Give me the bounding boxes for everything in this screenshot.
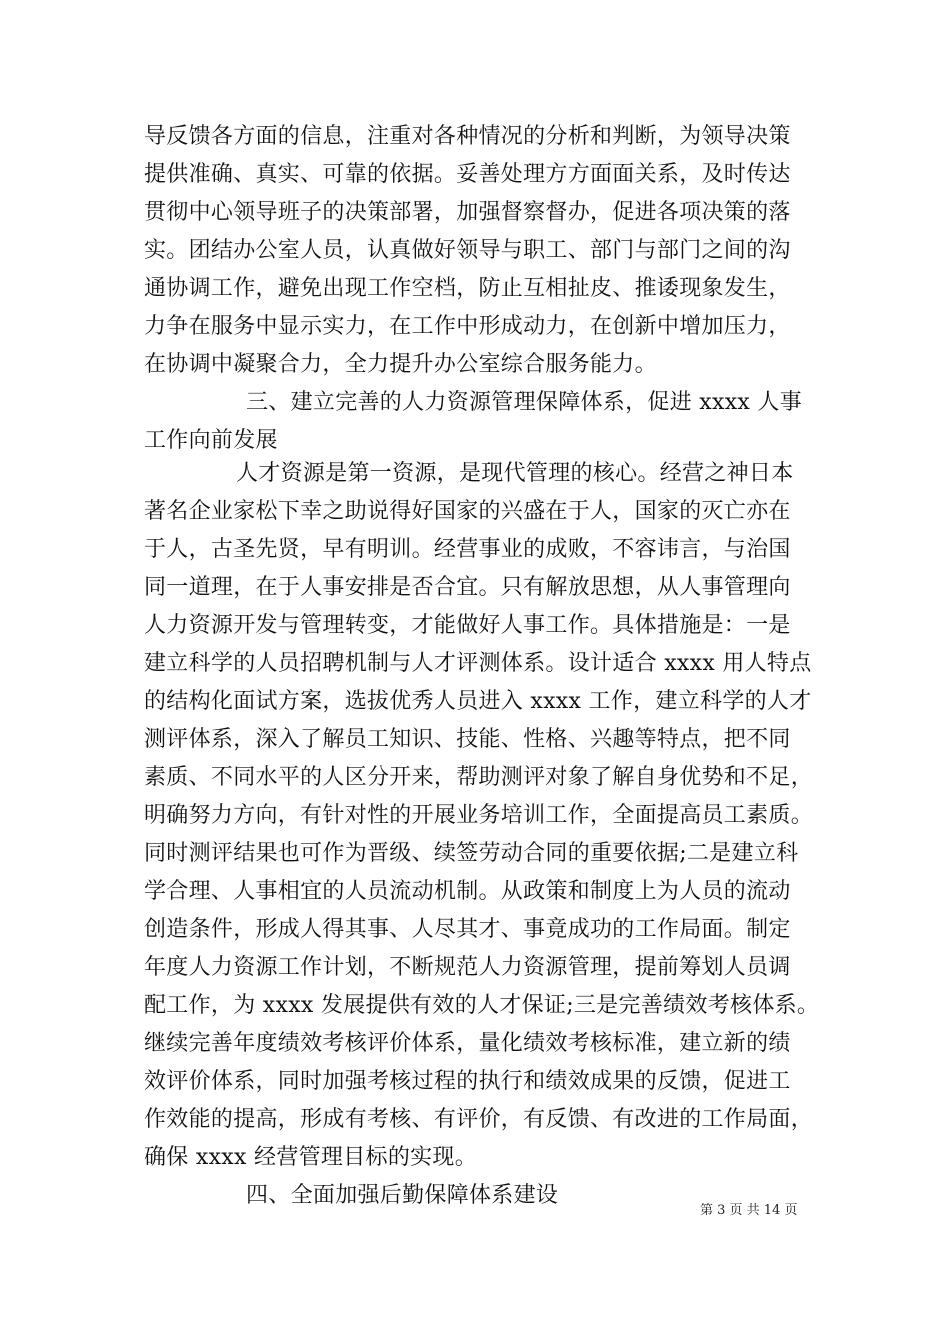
text-line: 作效能的提高，形成有考核、有评价，有反馈、有改进的工作局面， — [144, 1107, 814, 1132]
text-line: 力争在服务中显示实力，在工作中形成动力，在创新中增加压力， — [144, 314, 791, 339]
text-line: 实。团结办公室人员，认真做好领导与职工、部门与部门之间的沟 — [144, 238, 791, 263]
paragraph-first-line: 人才资源是第一资源，是现代管理的核心。经营之神日本 — [236, 461, 794, 486]
text-line: 学合理、人事相宜的人员流动机制。从政策和制度上为人员的流动 — [144, 879, 791, 904]
text-line: 继续完善年度绩效考核评价体系，量化绩效考核标准，建立新的绩 — [144, 1031, 791, 1056]
text-line: 明确努力方向，有针对性的开展业务培训工作，全面提高员工素质。 — [144, 803, 814, 828]
text-line: 人力资源开发与管理转变，才能做好人事工作。具体措施是：一是 — [144, 613, 791, 638]
text-line: 提供准确、真实、可靠的依据。妥善处理方方面面关系，及时传达 — [144, 162, 791, 187]
section-heading: 三、建立完善的人力资源管理保障体系，促进 xxxx 人事 — [246, 390, 803, 415]
text-line: 通协调工作，避免出现工作空档，防止互相扯皮、推诿现象发生， — [144, 276, 791, 301]
text-line: 同一道理，在于人事安排是否合宜。只有解放思想，从人事管理向 — [144, 575, 791, 600]
text-line: 贯彻中心领导班子的决策部署，加强督察督办，促进各项决策的落 — [144, 200, 791, 225]
text-line: 配工作，为 xxxx 发展提供有效的人才保证;三是完善绩效考核体系。 — [144, 993, 820, 1018]
text-line: 测评体系，深入了解员工知识、技能、性格、兴趣等特点，把不同 — [144, 727, 791, 752]
text-line: 创造条件，形成人得其事、人尽其才、事竟成功的工作局面。制定 — [144, 917, 791, 942]
section-heading: 四、全面加强后勤保障体系建设 — [246, 1183, 559, 1208]
text-line: 在协调中凝聚合力，全力提升办公室综合服务能力。 — [144, 352, 657, 377]
text-line: 确保 xxxx 经营管理目标的实现。 — [144, 1145, 478, 1170]
section-heading-continuation: 工作向前发展 — [144, 428, 278, 453]
text-line: 导反馈各方面的信息，注重对各种情况的分析和判断，为领导决策 — [144, 124, 791, 149]
page-number-footer: 第 3 页 共 14 页 — [700, 1203, 798, 1218]
text-line: 同时测评结果也可作为晋级、续签劳动合同的重要依据;二是建立科 — [144, 841, 799, 866]
text-line: 于人，古圣先贤，早有明训。经营事业的成败，不容讳言，与治国 — [144, 537, 791, 562]
text-line: 著名企业家松下幸之助说得好国家的兴盛在于人，国家的灭亡亦在 — [144, 499, 791, 524]
text-line: 素质、不同水平的人区分开来，帮助测评对象了解自身优势和不足， — [144, 765, 814, 790]
text-line: 建立科学的人员招聘机制与人才评测体系。设计适合 xxxx 用人特点 — [144, 651, 812, 676]
text-line: 年度人力资源工作计划，不断规范人力资源管理，提前筹划人员调 — [144, 955, 791, 980]
text-line: 的结构化面试方案，选拔优秀人员进入 xxxx 工作，建立科学的人才 — [144, 689, 812, 714]
text-line: 效评价体系，同时加强考核过程的执行和绩效成果的反馈，促进工 — [144, 1069, 791, 1094]
